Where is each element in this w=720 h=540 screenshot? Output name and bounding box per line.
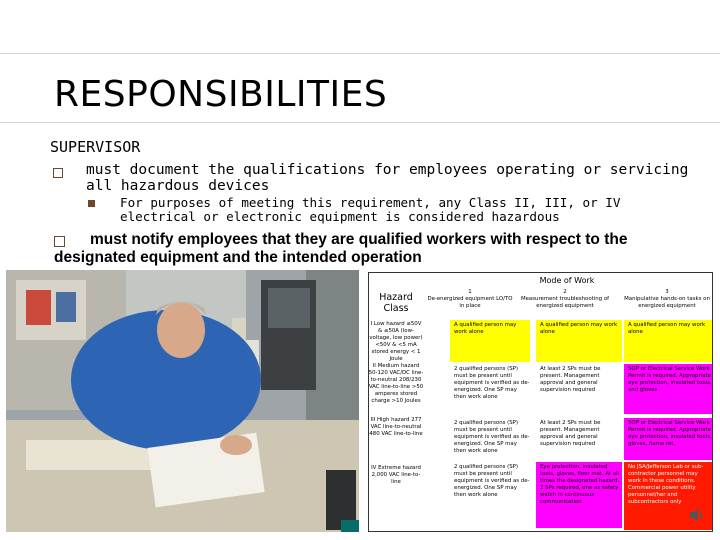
mode-of-work-header: Mode of Work <box>539 276 595 285</box>
class-i-mode-1: A qualified person may work alone <box>450 320 530 362</box>
mode-3-label: Manipulative hands-on tasks on energized equipment <box>624 296 710 309</box>
class-ii-mode-2: At least 2 SPs must be present. Management approval and general supervision required <box>536 364 622 414</box>
supervisor-heading: SUPERVISOR <box>50 138 141 156</box>
title-rule <box>0 122 720 123</box>
bullet-document-qualifications: must document the qualifications for employees operating or servicing all hazardous devices <box>86 162 689 194</box>
sub-bullet-hazardous-equipment: For purposes of meeting this requirement, any Class II, III, or IV electrical or electronic equipment is considered hazardous <box>120 195 621 224</box>
worker-photo <box>6 270 359 532</box>
bullet-square-icon <box>88 200 95 207</box>
mode-3-number: 3 <box>665 289 669 295</box>
class-ii-mode-1: 2 qualified persons (SP) must be present until equipment is verified as de-energized. One SP may then work alone <box>450 364 530 414</box>
hazard-class-header: Hazard Class <box>379 292 413 314</box>
class-ii-label: II Medium hazard 50-120 VAC/DC line-to-neutral 208/230 VAC line-to-line >50 amperes stored charge >10 Joules <box>368 363 424 404</box>
speaker-icon[interactable] <box>688 506 706 524</box>
class-iv-mode-2: Eye protection, insulated tools, gloves, floor mat. At all times the designated hazard. 2 SPs required, one as safety watch in continuous communication <box>536 462 622 528</box>
mode-1-header <box>426 286 514 320</box>
mode-1-number: 1 <box>468 289 472 295</box>
hazard-mode-table <box>368 272 713 532</box>
mode-2-header <box>520 286 610 320</box>
bullet-box-icon <box>53 168 63 178</box>
mode-2-label: Measurement troubleshooting of energized equipment <box>520 296 610 309</box>
class-iv-mode-3: No JSA/Jefferson Lab or sub-contractor personnel may work in these conditions. Commercial power utility personnel/her and subcontractors only <box>624 462 712 530</box>
class-iii-label: III High hazard 277 VAC line-to-neutral 480 VAC line-to-line <box>369 417 423 437</box>
class-iii-mode-1: 2 qualified persons (SP) must be present until equipment is verified as de-energized. One SP may then work alone <box>450 418 530 460</box>
class-i-mode-3: A qualified person may work alone <box>624 320 712 362</box>
mode-3-header <box>622 286 712 320</box>
class-iii-mode-2: At least 2 SPs must be present. Management approval and general supervision required <box>536 418 622 460</box>
class-iv-label: IV Extreme hazard 2,000 VAC line-to-line <box>371 465 421 485</box>
class-i-mode-2: A qualified person may work alone <box>536 320 622 362</box>
bullet-notify-employees: must notify employees that they are qualified workers with respect to the designated equipment and the intended operation <box>54 231 628 266</box>
top-rule <box>0 53 720 54</box>
mode-1-label: De-energized equipment LO/TO in place <box>427 296 513 309</box>
class-iii-mode-3: SOP or Electrical Service Work Permit is required. Appropriate eye protection, insulated tools, gloves, flame ret. <box>624 418 712 460</box>
class-i-label: I Low hazard ≤50V & ≤50A (low-voltage, low power) <50V & <5 mA stored energy < 1 Joule <box>369 321 423 362</box>
worker-photo-illustration <box>6 270 359 532</box>
class-iv-mode-1: 2 qualified persons (SP) must be present until equipment is verified as de-energized. One SP may then work alone <box>450 462 530 528</box>
slide-title: RESPONSIBILITIES <box>54 74 388 115</box>
class-ii-mode-3: SOP or Electrical Service Work Permit is required. Appropriate eye protection, insulated tools, and gloves <box>624 364 712 414</box>
mode-2-number: 2 <box>563 289 567 295</box>
